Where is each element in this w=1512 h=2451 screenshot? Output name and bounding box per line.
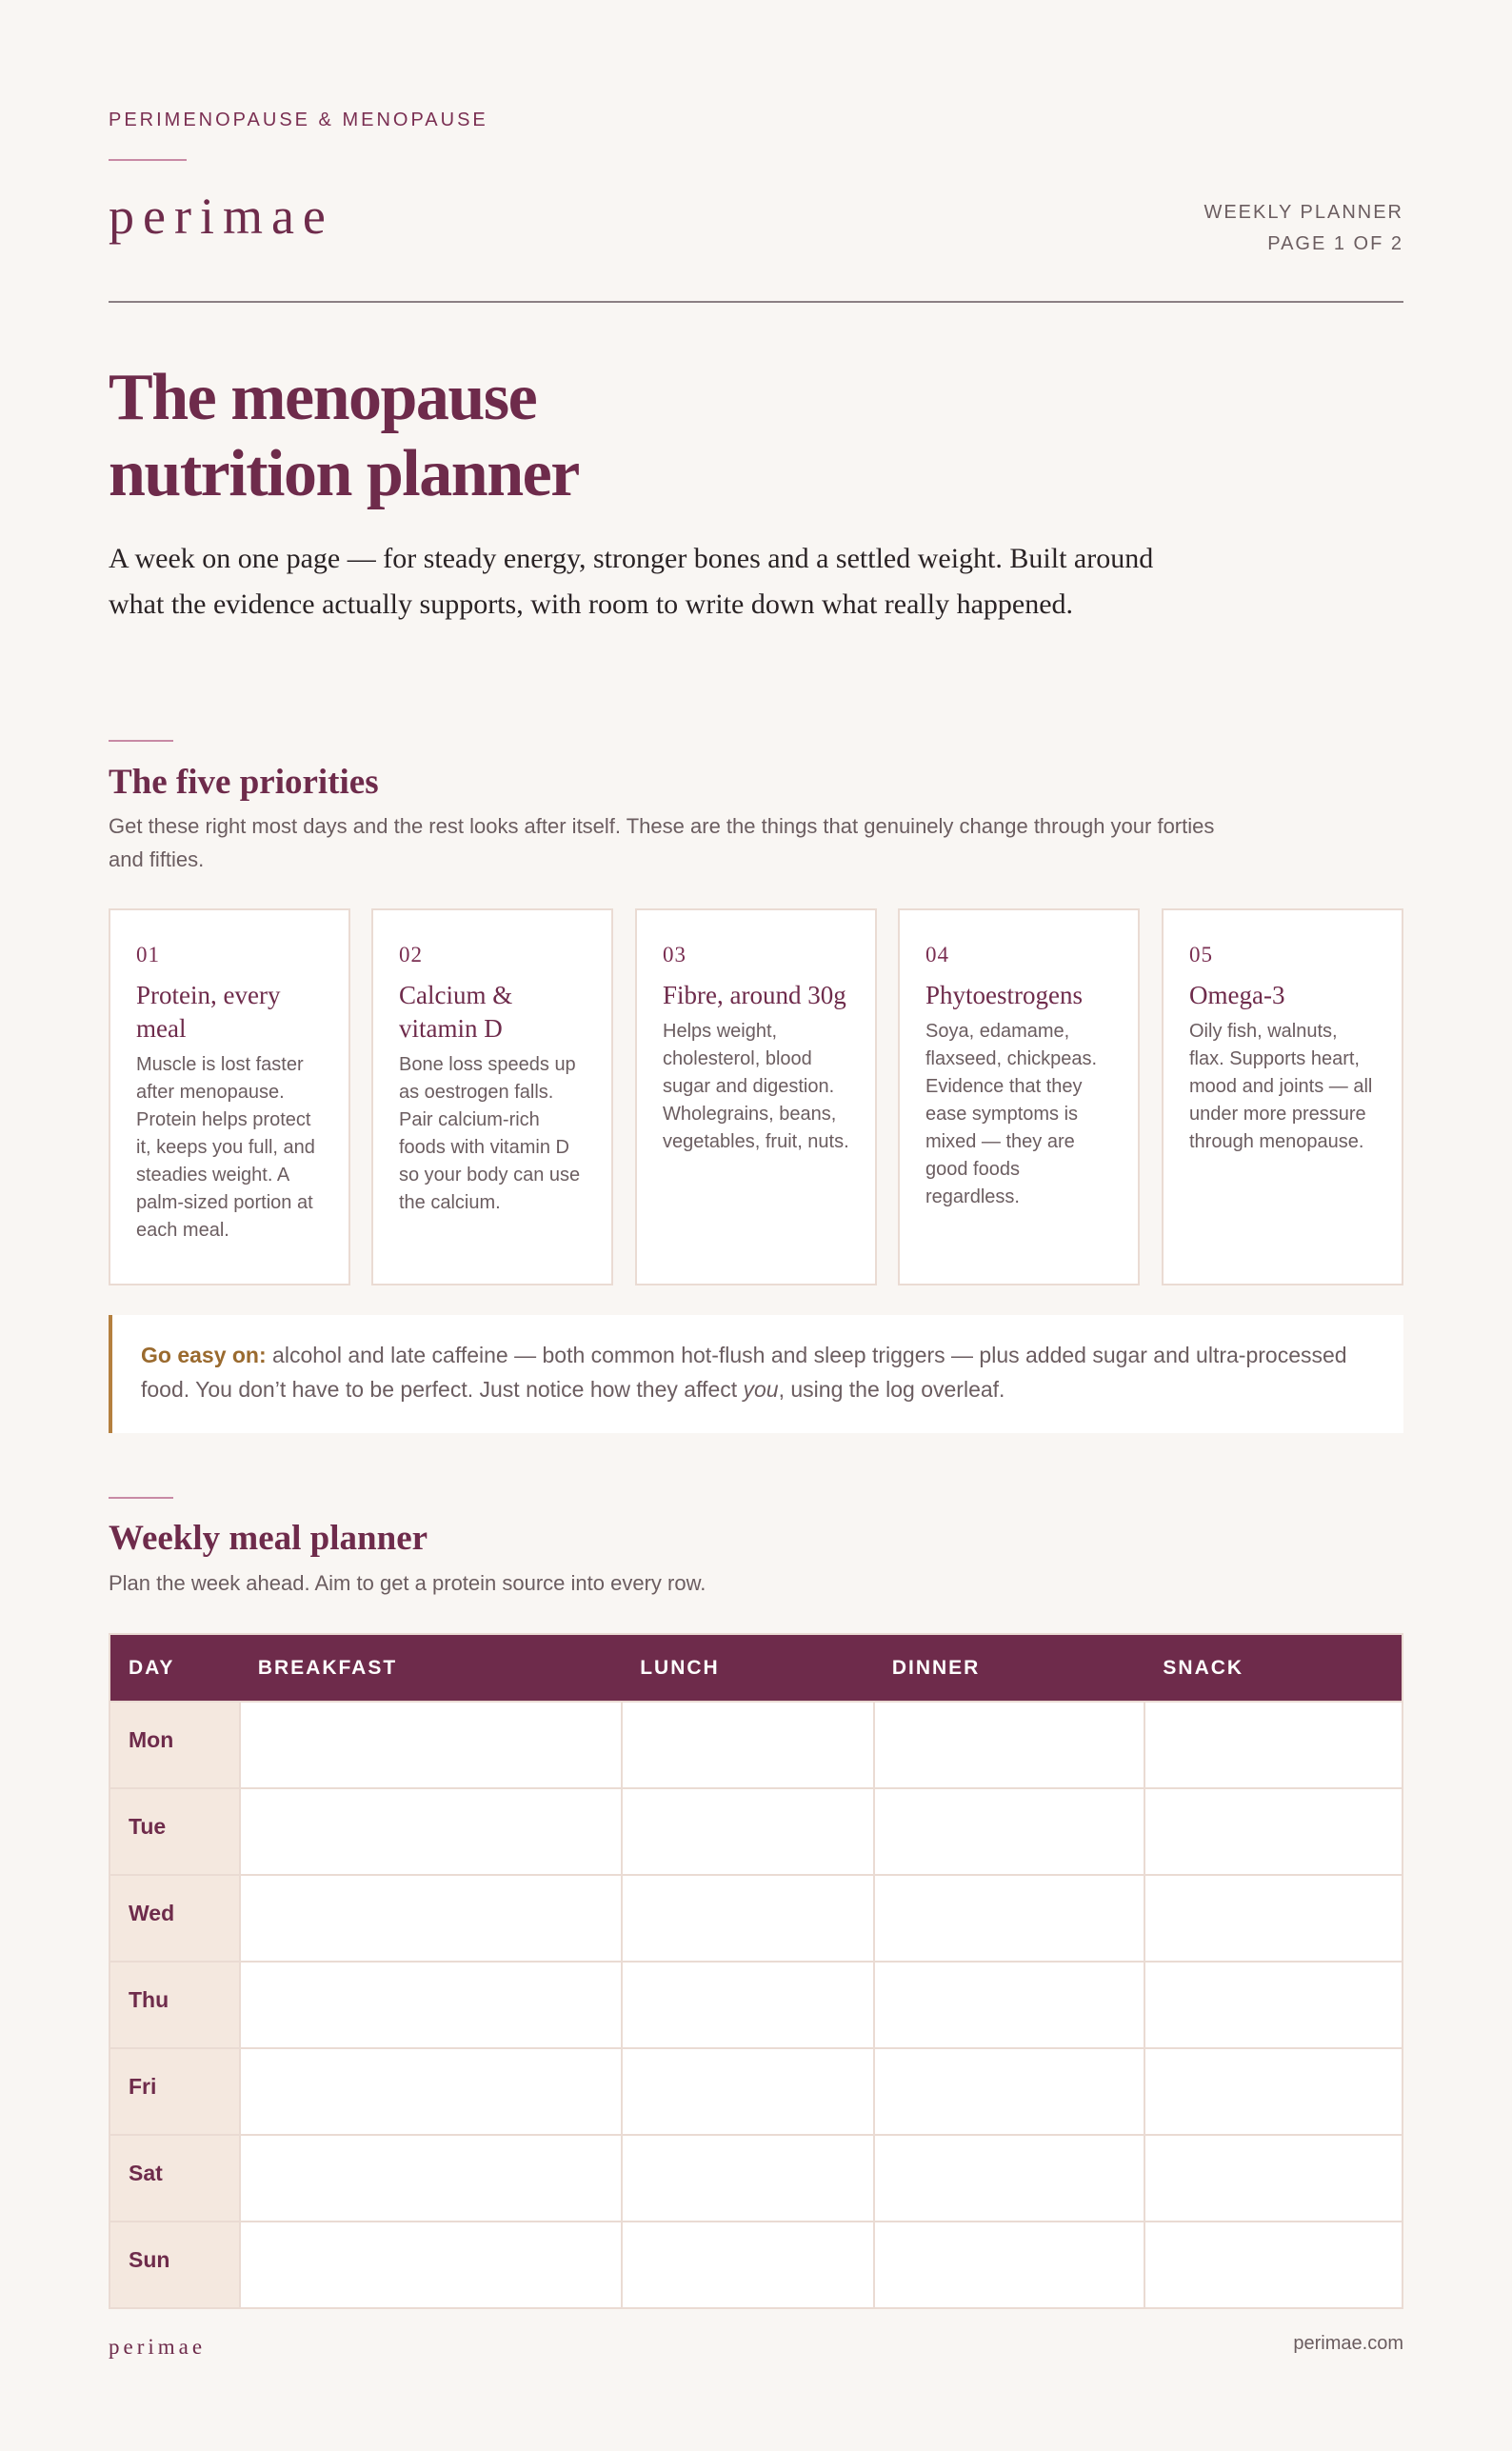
priority-card: [635, 908, 877, 1285]
breakfast-cell[interactable]: [240, 2135, 622, 2222]
table-row: [109, 1788, 1403, 1875]
snack-cell[interactable]: [1144, 2222, 1403, 2308]
priority-title: Phytoestrogens: [925, 981, 1083, 1009]
priority-title: Protein, every meal: [136, 981, 281, 1043]
table-header-row: [109, 1634, 1403, 1702]
priority-card: [109, 908, 350, 1285]
lunch-cell[interactable]: [622, 2048, 874, 2135]
column-header-dinner: DINNER: [874, 1634, 1145, 1702]
table-row: [109, 2048, 1403, 2135]
dinner-cell[interactable]: [874, 1702, 1145, 1788]
priority-title: Calcium & vitamin D: [399, 981, 513, 1043]
day-label: Fri: [109, 2048, 240, 2135]
priorities-subtitle: Get these right most days and the rest looks after itself. These are the things that genuinely change through your forties and fifties.: [109, 814, 1215, 871]
dinner-cell[interactable]: [874, 1788, 1145, 1875]
priority-cards: [109, 908, 1403, 1285]
table-row: [109, 2222, 1403, 2308]
planner-label: WEEKLY PLANNER: [1204, 202, 1403, 223]
snack-cell[interactable]: [1144, 1788, 1403, 1875]
priority-number: 03: [663, 943, 686, 966]
priorities-title: The five priorities: [109, 763, 379, 802]
eyebrow-rule: [109, 159, 187, 161]
callout-emphasis: you: [743, 1377, 779, 1402]
priorities-rule: [109, 740, 173, 742]
intro-text: A week on one page — for steady energy, stronger bones and a settled weight. Built around what the evidence actually supports, with room to write down what really happened.: [109, 543, 1154, 620]
priority-card: [898, 908, 1140, 1285]
snack-cell[interactable]: [1144, 2048, 1403, 2135]
title-line-1: The menopause: [109, 361, 537, 434]
column-header-day: DAY: [109, 1634, 240, 1702]
dinner-cell[interactable]: [874, 2222, 1145, 2308]
page-title: [109, 360, 870, 512]
lunch-cell[interactable]: [622, 1788, 874, 1875]
footer-url[interactable]: perimae.com: [1293, 2333, 1403, 2354]
lunch-cell[interactable]: [622, 2135, 874, 2222]
breakfast-cell[interactable]: [240, 2048, 622, 2135]
callout-lead: Go easy on:: [141, 1343, 267, 1367]
snack-cell[interactable]: [1144, 1962, 1403, 2048]
column-header-snack: SNACK: [1144, 1634, 1403, 1702]
title-line-2: nutrition planner: [109, 437, 579, 510]
dinner-cell[interactable]: [874, 2135, 1145, 2222]
dinner-cell[interactable]: [874, 2048, 1145, 2135]
priority-number: 04: [925, 943, 949, 966]
header-divider: [109, 301, 1403, 303]
priority-body: Oily fish, walnuts, flax. Supports heart, mood and joints — all under more pressure through menopause.: [1189, 1021, 1373, 1152]
breakfast-cell[interactable]: [240, 1875, 622, 1962]
snack-cell[interactable]: [1144, 2135, 1403, 2222]
day-label: Sun: [109, 2222, 240, 2308]
planner-rule: [109, 1497, 173, 1499]
priority-body: Bone loss speeds up as oestrogen falls. Pair calcium-rich foods with vitamin D so your body can use the calcium.: [399, 1054, 581, 1213]
dinner-cell[interactable]: [874, 1962, 1145, 2048]
breakfast-cell[interactable]: [240, 1962, 622, 2048]
priority-body: Soya, edamame, flaxseed, chickpeas. Evidence that they ease symptoms is mixed — they are good foods regardless.: [925, 1021, 1098, 1207]
table-row: [109, 1702, 1403, 1788]
priority-number: 02: [399, 943, 423, 966]
lunch-cell[interactable]: [622, 1702, 874, 1788]
snack-cell[interactable]: [1144, 1702, 1403, 1788]
priority-title: Fibre, around 30g: [663, 981, 846, 1009]
breakfast-cell[interactable]: [240, 1788, 622, 1875]
page-meta: [1204, 197, 1403, 260]
snack-cell[interactable]: [1144, 1875, 1403, 1962]
table-row: [109, 2135, 1403, 2222]
lunch-cell[interactable]: [622, 1875, 874, 1962]
day-label: Thu: [109, 1962, 240, 2048]
lunch-cell[interactable]: [622, 1962, 874, 2048]
column-header-lunch: LUNCH: [622, 1634, 874, 1702]
lunch-cell[interactable]: [622, 2222, 874, 2308]
breakfast-cell[interactable]: [240, 2222, 622, 2308]
day-label: Wed: [109, 1875, 240, 1962]
callout-text: alcohol and late caffeine — both common hot-flush and sleep triggers — plus added sugar and ultra-processed food. You don’t have to be perfect. Just notice how they affect: [141, 1343, 1347, 1402]
eyebrow-label: PERIMENOPAUSE & MENOPAUSE: [109, 110, 488, 130]
priority-card: [371, 908, 613, 1285]
breakfast-cell[interactable]: [240, 1702, 622, 1788]
callout-text-end: , using the log overleaf.: [778, 1377, 1005, 1402]
brand-logo: perimae: [109, 188, 334, 245]
priority-card: [1162, 908, 1403, 1285]
priority-title: Omega-3: [1189, 981, 1285, 1009]
priority-body: Muscle is lost faster after menopause. Protein helps protect it, keeps you full, and steadies weight. A palm-sized portion at each meal.: [136, 1054, 315, 1241]
page-number: PAGE 1 OF 2: [1267, 233, 1403, 254]
meal-planner-table: [109, 1633, 1403, 2309]
dinner-cell[interactable]: [874, 1875, 1145, 1962]
table-row: [109, 1962, 1403, 2048]
day-label: Sat: [109, 2135, 240, 2222]
column-header-breakfast: BREAKFAST: [240, 1634, 622, 1702]
footer-logo: perimae: [109, 2335, 207, 2359]
priority-number: 05: [1189, 943, 1213, 966]
priority-number: 01: [136, 943, 160, 966]
go-easy-callout: [109, 1315, 1403, 1433]
day-label: Tue: [109, 1788, 240, 1875]
priority-body: Helps weight, cholesterol, blood sugar and digestion. Wholegrains, beans, vegetables, fruit, nuts.: [663, 1021, 849, 1152]
table-row: [109, 1875, 1403, 1962]
planner-subtitle: Plan the week ahead. Aim to get a protein source into every row.: [109, 1571, 706, 1595]
planner-title: Weekly meal planner: [109, 1519, 428, 1558]
day-label: Mon: [109, 1702, 240, 1788]
